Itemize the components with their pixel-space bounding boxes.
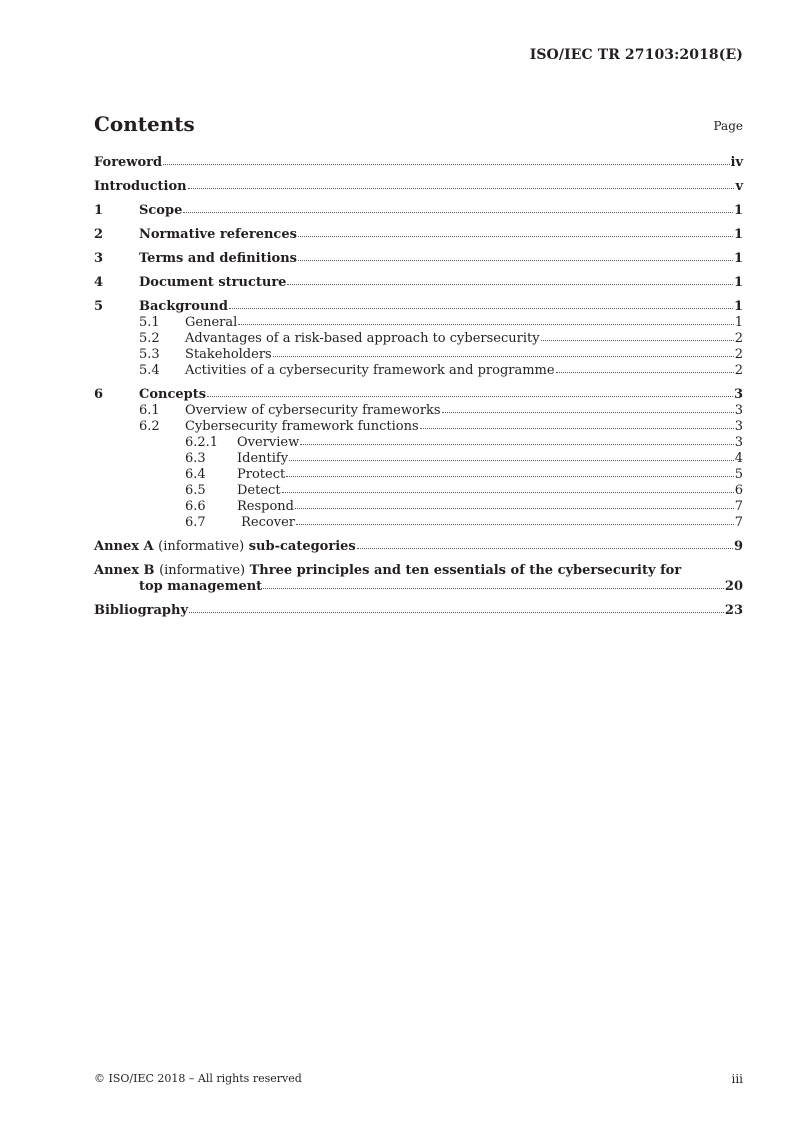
footer-page-number: iii: [731, 1072, 743, 1086]
toc-entry-1[interactable]: 1 Scope 1: [94, 203, 743, 218]
toc-entry-6-3[interactable]: 6.3 Identify 4: [185, 451, 743, 466]
toc-entry-3[interactable]: 3 Terms and definitions 1: [94, 251, 743, 266]
toc-entry-5[interactable]: 5 Background 1: [94, 299, 743, 314]
toc-entry-introduction[interactable]: Introduction v: [94, 179, 743, 194]
toc-entry-5-2[interactable]: 5.2 Advantages of a risk-based approach to cybersecurity 2: [139, 331, 743, 346]
footer-copyright: © ISO/IEC 2018 – All rights reserved: [94, 1072, 302, 1085]
toc-entry-5-3[interactable]: 5.3 Stakeholders 2: [139, 347, 743, 362]
header-doc-code: ISO/IEC TR 27103:2018(E): [529, 47, 743, 63]
toc-entry-5-4[interactable]: 5.4 Activities of a cybersecurity framework and programme 2: [139, 363, 743, 378]
toc-entry-annex-b-cont[interactable]: top management 20: [139, 579, 743, 594]
toc-entry-6-2-1[interactable]: 6.2.1 Overview 3: [185, 435, 743, 450]
toc-entry-6-6[interactable]: 6.6 Respond 7: [185, 499, 743, 514]
toc-entry-bibliography[interactable]: Bibliography 23: [94, 603, 743, 618]
toc-entry-6-7[interactable]: 6.7 Recover 7: [185, 515, 743, 530]
page-column-label: Page: [713, 119, 743, 133]
table-of-contents: [94, 155, 743, 619]
toc-entry-6-1[interactable]: 6.1 Overview of cybersecurity frameworks 3: [139, 403, 743, 418]
toc-entry-6-4[interactable]: 6.4 Protect 5: [185, 467, 743, 482]
toc-entry-6-5[interactable]: 6.5 Detect 6: [185, 483, 743, 498]
toc-entry-5-1[interactable]: 5.1 General 1: [139, 315, 743, 330]
toc-entry-annex-a[interactable]: Annex A (informative) sub-categories 9: [94, 539, 743, 554]
toc-entry-2[interactable]: 2 Normative references 1: [94, 227, 743, 242]
toc-entry-6[interactable]: 6 Concepts 3: [94, 387, 743, 402]
toc-entry-foreword[interactable]: Foreword iv: [94, 155, 743, 170]
toc-entry-4[interactable]: 4 Document structure 1: [94, 275, 743, 290]
toc-entry-6-2[interactable]: 6.2 Cybersecurity framework functions 3: [139, 419, 743, 434]
contents-title: Contents: [94, 112, 195, 136]
toc-entry-annex-b[interactable]: Annex B (informative) Three principles and ten essentials of the cybersecurity for: [94, 563, 682, 578]
